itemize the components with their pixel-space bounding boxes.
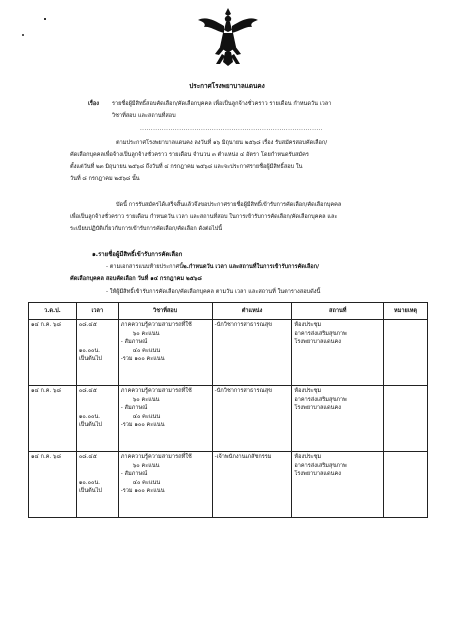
column-header: สถานที่ xyxy=(292,303,384,320)
subject-line: วิชาที่สอบ และสถานที่สอบ xyxy=(112,113,176,119)
exam-time: ๑๐.๐๐น. xyxy=(78,479,101,486)
exam-time: เป็นต้นไป xyxy=(78,488,102,495)
separator-rule: .................................................................................... xyxy=(140,126,323,132)
position: -เจ้าพนักงานเภสัชกรรม xyxy=(214,454,272,460)
venue: อาคารส่งเสริมสุขภาพ xyxy=(294,330,347,337)
subject-score: ๔๐ คะแนน xyxy=(132,479,161,486)
exam-date: ๑๔ ก.ค. ๖๘ xyxy=(31,454,61,460)
corner-mark xyxy=(22,34,24,36)
position: -นักวิชาการสาธารณสุข xyxy=(214,322,272,328)
exam-time: ๑๐.๐๐น. xyxy=(78,347,101,354)
subject-item: - สัมภาษณ์ xyxy=(120,405,148,412)
section-text-plain: - ตามเอกสารแนบท้ายประกาศนี้ xyxy=(106,264,184,270)
exam-time: ๐๘.๔๕ xyxy=(78,454,97,460)
position: -นักวิชาการสาธารณสุข xyxy=(214,388,272,394)
exam-time: เป็นต้นไป xyxy=(78,422,102,429)
body-text: ระเบียบปฏิบัติเกี่ยวกับการเข้ารับการคัดเลือก/คัดเลือก ดังต่อไปนี้ xyxy=(70,226,223,232)
subject-score: ๖๐ คะแนน xyxy=(132,462,160,469)
table-row xyxy=(29,386,428,452)
exam-schedule-table xyxy=(28,302,428,518)
section-heading: ๑.รายชื่อผู้มีสิทธิ์เข้ารับการคัดเลือก xyxy=(92,251,183,258)
venue: ห้องประชุม xyxy=(294,454,322,460)
subject-score: ๖๐ คะแนน xyxy=(132,396,160,403)
subject-item: ภาคความรู้ความสามารถที่ใช้ xyxy=(120,454,192,460)
exam-date: ๑๔ ก.ค. ๖๘ xyxy=(31,388,61,394)
exam-time: ๐๘.๔๕ xyxy=(78,322,97,328)
subject-score: ๖๐ คะแนน xyxy=(132,330,160,337)
column-header: วิชาที่สอบ xyxy=(118,303,212,320)
body-text: ตั้งแต่วันที่ ๒๓ มิถุนายน ๒๕๖๘ ถึงวันที่ ๔ กรกฎาคม ๒๕๖๘ และจะประกาศรายชื่อผู้มีสิทธิ์สอบ ใน xyxy=(70,164,303,170)
subject-total: -รวม ๑๐๐ คะแนน xyxy=(120,488,165,495)
subject-total: -รวม ๑๐๐ คะแนน xyxy=(120,356,165,363)
corner-mark xyxy=(44,18,46,20)
subject-total: -รวม ๑๐๐ คะแนน xyxy=(120,422,165,429)
body-text: บัดนี้ การรับสมัครได้เสร็จสิ้นแล้วจึงขอประกาศรายชื่อผู้มีสิทธิ์เข้ารับการคัดเลือก/คัดเลือกบุคคล xyxy=(116,202,342,208)
venue: อาคารส่งเสริมสุขภาพ xyxy=(294,396,347,403)
garuda-emblem xyxy=(196,6,260,68)
venue: โรงพยาบาลแดนคง xyxy=(294,339,341,346)
section-text-bold: ๒.กำหนดวัน เวลา และสถานที่ในการเข้ารับการคัดเลือก/ xyxy=(183,264,320,270)
section-text-bold: คัดเลือกบุคคล สอบคัดเลือก วันที่ ๑๔ กรกฎาคม ๒๕๖๘ xyxy=(70,276,202,282)
exam-time: ๐๘.๔๕ xyxy=(78,388,97,394)
subject-item: - สัมภาษณ์ xyxy=(120,471,148,478)
venue: โรงพยาบาลแดนคง xyxy=(294,405,341,412)
table-row xyxy=(29,320,428,386)
subject-label: เรื่อง xyxy=(88,101,100,107)
section-text xyxy=(106,264,319,271)
body-text: ตามประกาศโรงพยาบาลแดนคง ลงวันที่ ๑๖ มิถุนายน ๒๕๖๘ เรื่อง รับสมัครสอบคัดเลือก/ xyxy=(116,140,328,146)
exam-time: เป็นต้นไป xyxy=(78,356,102,363)
column-header: เวลา xyxy=(76,303,118,320)
subject-score: ๔๐ คะแนน xyxy=(132,347,161,354)
subject-item: ภาคความรู้ความสามารถที่ใช้ xyxy=(120,388,192,394)
table-header-row xyxy=(29,303,428,320)
body-text: เพื่อเป็นลูกจ้างชั่วคราว รายเดือน กำหนดวัน เวลา และสถานที่สอบ ในการเข้ารับการคัดเลือก/คัดเลือกบุคคล และ xyxy=(70,214,338,220)
body-text: คัดเลือกบุคคลเพื่อจ้างเป็นลูกจ้างชั่วคราว รายเดือน จำนวน ๓ ตำแหน่ง ๔ อัตรา โดยกำหนดรับสมัคร xyxy=(70,152,309,158)
venue: ห้องประชุม xyxy=(294,322,322,328)
venue: อาคารส่งเสริมสุขภาพ xyxy=(294,462,347,469)
exam-time: ๑๐.๐๐น. xyxy=(78,413,101,420)
subject-item: ภาคความรู้ความสามารถที่ใช้ xyxy=(120,322,192,328)
subject-line: รายชื่อผู้มีสิทธิ์สอบคัดเลือก/คัดเลือกบุคคล เพื่อเป็นลูกจ้างชั่วคราว รายเดือน กำหนดวัน เวลา xyxy=(112,101,332,107)
column-header: ตำแหน่ง xyxy=(212,303,292,320)
body-text: วันที่ ๘ กรกฎาคม ๒๕๖๘ นั้น xyxy=(70,176,140,182)
table-row xyxy=(29,452,428,518)
section-text: - ให้ผู้มีสิทธิ์เข้ารับการคัดเลือก/คัดเลือกบุคคล ตามวัน เวลา และสถานที่ ในตารางสอบดังนี้ xyxy=(106,289,321,295)
column-header: ว.ด.ป. xyxy=(29,303,77,320)
subject-score: ๔๐ คะแนน xyxy=(132,413,161,420)
document-title: ประกาศโรงพยาบาลแดนคง xyxy=(189,82,265,90)
exam-date: ๑๔ ก.ค. ๖๘ xyxy=(31,322,61,328)
subject-item: - สัมภาษณ์ xyxy=(120,339,148,346)
venue: โรงพยาบาลแดนคง xyxy=(294,471,341,478)
venue: ห้องประชุม xyxy=(294,388,322,394)
column-header: หมายเหตุ xyxy=(384,303,428,320)
